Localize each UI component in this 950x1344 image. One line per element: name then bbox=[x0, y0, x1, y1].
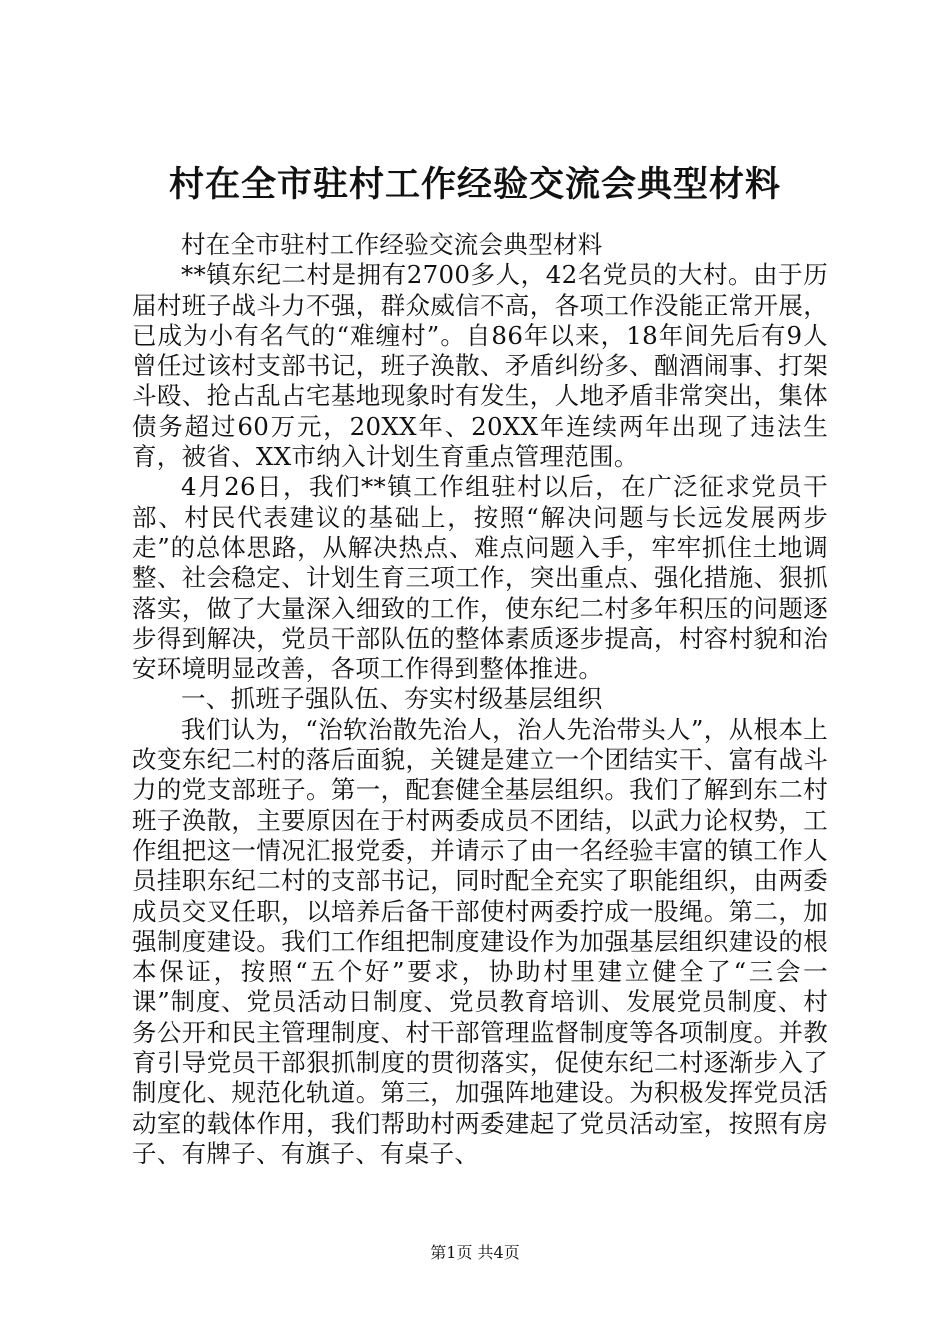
body-paragraph-section-1: 我们认为，“治软治散先治人，治人先治带头人”，从根本上改变东纪二村的落后面貌，关键是建立一个团结实干、富有战斗力的党支部班子。第一，配套健全基层组织。我们了解到东二村班子涣散，主要原因在于村两委成员不团结，以武力论权势，工作组把这一情况汇报党委，并请示了由一名经验丰富的镇工作人员挂职东纪二村的支部书记，同时配全充实了职能组织，由两委成员交叉任职，以培养后备干部使村两委拧成一股绳。第二，加强制度建设。我们工作组把制度建设作为加强基层组织建设的根本保证，按照“五个好”要求，协助村里建立健全了“三会一课”制度、党员活动日制度、党员教育培训、发展党员制度、村务公开和民主管理制度、村干部管理监督制度等各项制度。并教育引导党员干部狠抓制度的贯彻落实，促使东纪二村逐渐步入了制度化、规范化轨道。第三，加强阵地建设。为积极发挥党员活动室的载体作用，我们帮助村两委建起了党员活动室，按照有房子、有牌子、有旗子、有桌子、 bbox=[132, 714, 828, 1168]
document-title: 村在全市驻村工作经验交流会典型材料 bbox=[168, 164, 781, 205]
body-paragraph-work-overview: 4月26日，我们**镇工作组驻村以后，在广泛征求党员干部、村民代表建议的基础上，按照“解决问题与长远发展两步走”的总体思路，从解决热点、难点问题入手，牢牢抓住土地调整、社会稳定、计划生育三项工作，突出重点、强化措施、狠抓落实，做了大量深入细致的工作，使东纪二村多年积压的问题逐步得到解决，党员干部队伍的整体素质逐步提高，村容村貌和治安环境明显改善，各项工作得到整体推进。 bbox=[132, 472, 828, 684]
page-footer: 第1页 共4页 bbox=[430, 1243, 520, 1262]
body-paragraph-background: **镇东纪二村是拥有2700多人，42名党员的大村。由于历届村班子战斗力不强，群众威信不高，各项工作没能正常开展，已成为小有名气的“难缠村”。自86年以来，18年间先后有9人曾任过该村支部书记，班子涣散、矛盾纠纷多、酗酒闹事、打架斗殴、抢占乱占宅基地现象时有发生，人地矛盾非常突出，集体债务超过60万元，20XX年、20XX年连续两年出现了违法生育，被省、XX市纳入计划生育重点管理范围。 bbox=[132, 260, 828, 472]
document-body bbox=[132, 230, 828, 1169]
body-paragraph-subtitle: 村在全市驻村工作经验交流会典型材料 bbox=[181, 230, 603, 259]
section-heading-1: 一、抓班子强队伍、夯实村级基层组织 bbox=[181, 684, 603, 714]
